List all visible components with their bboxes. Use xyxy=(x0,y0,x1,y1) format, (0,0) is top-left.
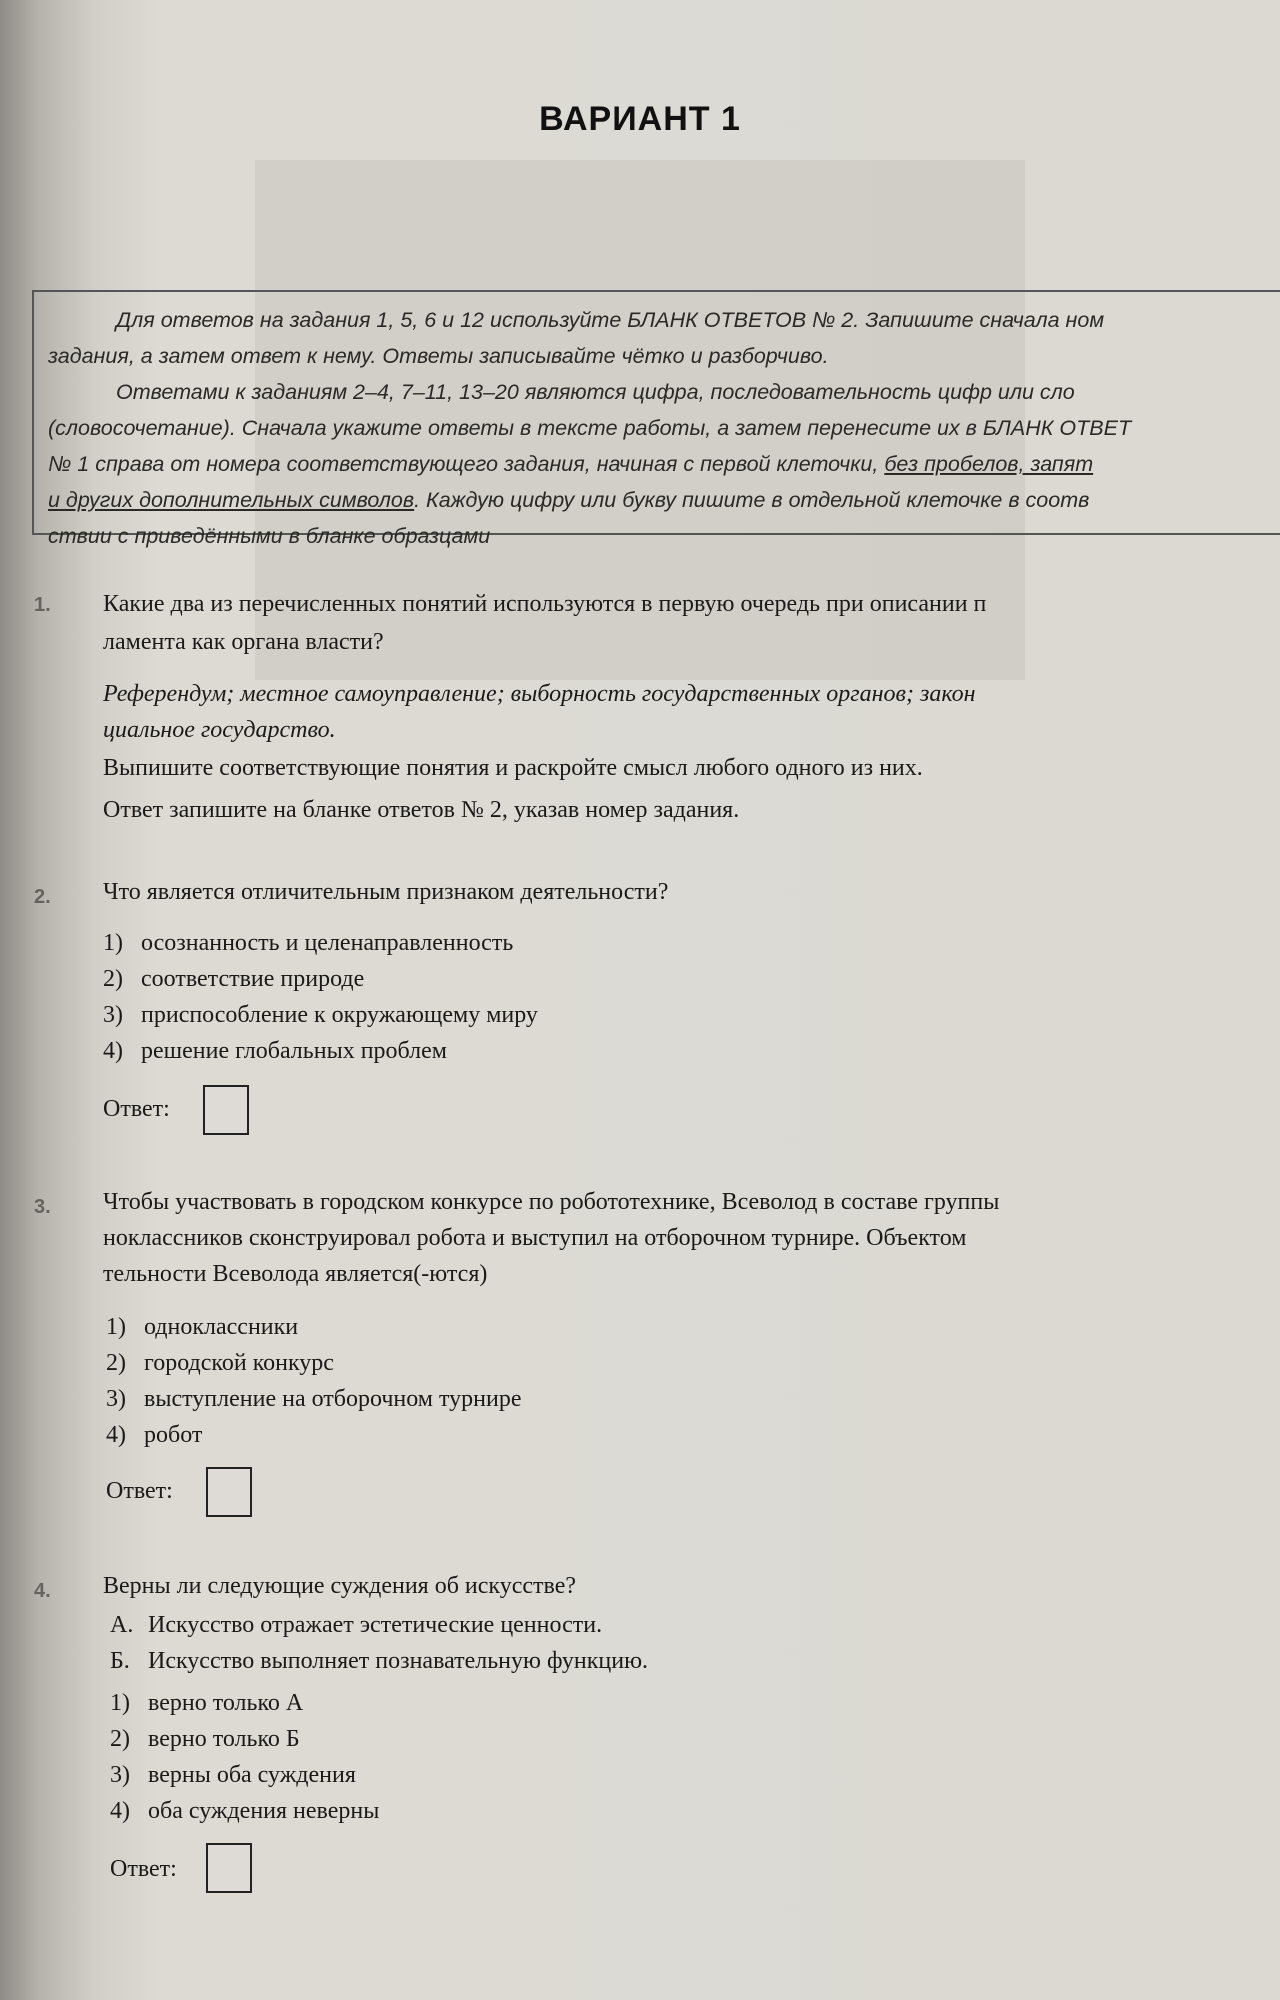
task-number: 3. xyxy=(34,1196,51,1218)
instructions-text: . Каждую цифру или букву пишите в отдельной клеточке в соотв xyxy=(414,488,1090,512)
question-text: Чтобы участвовать в городском конкурсе по робототехнике, Всеволод в составе группы xyxy=(103,1189,1000,1215)
answer-option: 4) робот xyxy=(106,1422,203,1448)
instructions-line xyxy=(48,446,1280,482)
instructions-text: № 1 справа от номера соответствующего задания, начиная с первой клеточки, xyxy=(48,452,885,476)
concept-list: циальное государство. xyxy=(103,717,336,743)
answer-option: 4) оба суждения неверны xyxy=(110,1798,380,1824)
answer-label: Ответ: xyxy=(110,1856,177,1882)
answer-label: Ответ: xyxy=(106,1478,173,1504)
answer-option: 3) верны оба суждения xyxy=(110,1762,356,1788)
instructions-underlined: без пробелов, запят xyxy=(884,452,1094,476)
task-number: 1. xyxy=(34,594,51,616)
question-text: Что является отличительным признаком деятельности? xyxy=(103,879,669,905)
instructions-line xyxy=(48,482,1280,518)
instructions-line: ствии с приведёнными в бланке образцами xyxy=(48,524,491,548)
answer-label: Ответ: xyxy=(103,1096,170,1122)
question-text: Верны ли следующие суждения об искусстве? xyxy=(103,1573,577,1599)
statement: А. Искусство отражает эстетические ценности. xyxy=(110,1612,603,1638)
instructions-line: Для ответов на задания 1, 5, 6 и 12 используйте БЛАНК ОТВЕТОВ № 2. Запишите сначала ном xyxy=(116,308,1105,332)
question-text: Какие два из перечисленных понятий используются в первую очередь при описании п xyxy=(103,591,987,617)
task-number: 2. xyxy=(34,886,51,908)
question-text: ламента как органа власти? xyxy=(103,629,384,655)
answer-option: 3) выступление на отборочном турнире xyxy=(106,1386,522,1412)
answer-option: 2) городской конкурс xyxy=(106,1350,334,1376)
instructions-underlined: и других дополнительных символов xyxy=(48,488,415,512)
statement: Б. Искусство выполняет познавательную функцию. xyxy=(110,1648,649,1674)
answer-box[interactable] xyxy=(206,1843,252,1893)
answer-option: 1) одноклассники xyxy=(106,1314,299,1340)
task-instruction: Ответ запишите на бланке ответов № 2, указав номер задания. xyxy=(103,797,740,823)
answer-option: 2) соответствие природе xyxy=(103,966,365,992)
instructions-line: Ответами к заданиям 2–4, 7–11, 13–20 являются цифра, последовательность цифр или сло xyxy=(116,380,1075,404)
answer-option: 2) верно только Б xyxy=(110,1726,300,1752)
answer-option: 3) приспособление к окружающему миру xyxy=(103,1002,538,1028)
question-text: тельности Всеволода является(-ются) xyxy=(103,1261,488,1287)
question-text: ноклассников сконструировал робота и выступил на отборочном турнире. Объектом xyxy=(103,1225,967,1251)
task-number: 4. xyxy=(34,1580,51,1602)
instructions-line: (словосочетание). Сначала укажите ответы в тексте работы, а затем перенесите их в БЛАНК ОТВЕТ xyxy=(48,416,1132,440)
answer-option: 4) решение глобальных проблем xyxy=(103,1038,447,1064)
concept-list: Референдум; местное самоуправление; выборность государственных органов; закон xyxy=(103,681,976,707)
answer-option: 1) верно только А xyxy=(110,1690,304,1716)
answer-box[interactable] xyxy=(206,1467,252,1517)
answer-option: 1) осознанность и целенаправленность xyxy=(103,930,514,956)
task-instruction: Выпишите соответствующие понятия и раскройте смысл любого одного из них. xyxy=(103,755,923,781)
page-title: ВАРИАНТ 1 xyxy=(539,100,741,138)
instructions-box xyxy=(32,290,1280,548)
answer-box[interactable] xyxy=(203,1085,249,1135)
instructions-line: задания, а затем ответ к нему. Ответы записывайте чётко и разборчиво. xyxy=(48,344,829,368)
